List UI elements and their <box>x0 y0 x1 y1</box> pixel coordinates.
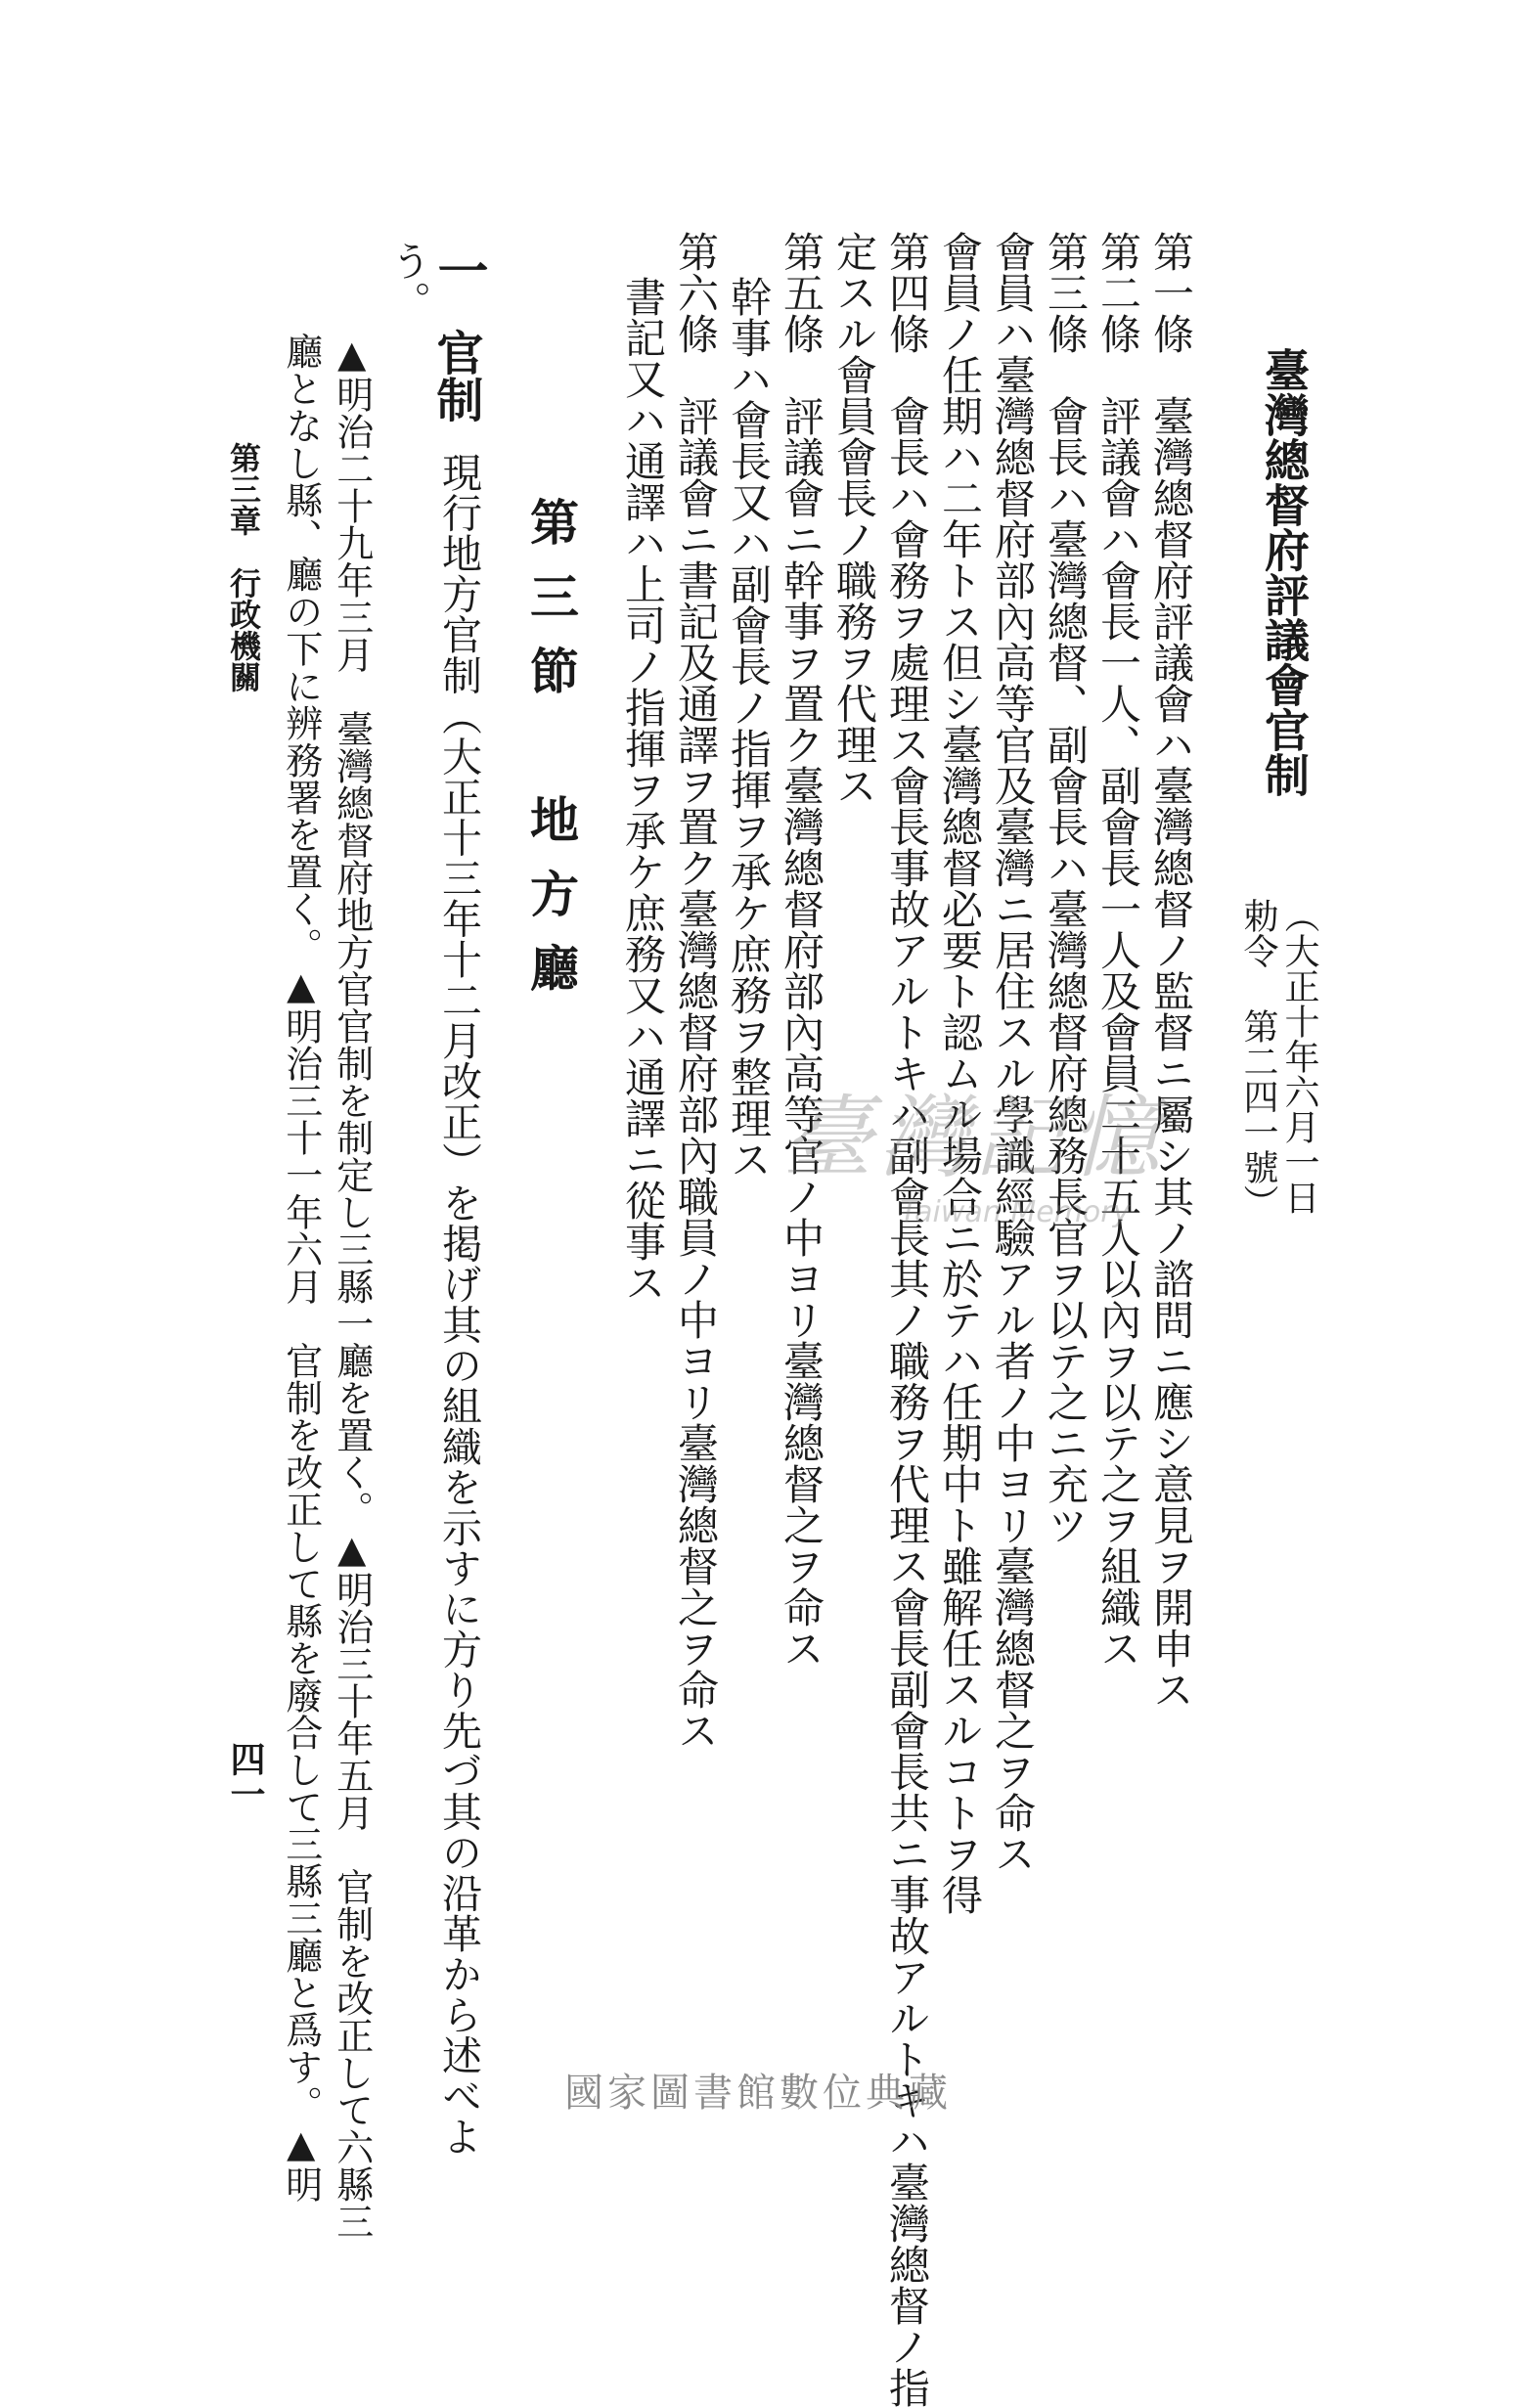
watermark-subtext: Taiwan Memory <box>900 1195 1131 1229</box>
watermark-text: 臺灣記憶 <box>782 1086 1167 1190</box>
council-article-3: 第三條 會長ハ臺灣總督、副會長ハ臺灣總督府總務長官ヲ以テ之ニ充ツ <box>1042 231 1090 1545</box>
council-title: 臺灣總督府評議會官制 <box>1258 347 1311 797</box>
subsection-text-end: う。 <box>384 241 431 321</box>
subsection-text: 現行地方官制（大正十三年十二月改正）を掲げ其の組織を示すに方り先づ其の沿革から述べよ <box>435 452 482 2157</box>
history-annotation-2: 廳となし縣、廳の下に辨務署を置く。▲明治三十一年六月 官制を改正して縣を廢合して三縣三廳と爲す。▲明 <box>279 333 323 2203</box>
subsection-heading: 官制 <box>428 329 483 423</box>
council-article-3-para-3: 會員ノ任期ハ二年トス但シ臺灣總督必要ト認ムル場合ニ於テハ任期中ト雖解任スルコトヲ得 <box>936 231 984 1915</box>
council-article-5: 第五條 評議會ニ幹事ヲ置ク臺灣總督府部內高等官ノ中ヨリ臺灣總督之ヲ命ス <box>778 231 825 1669</box>
council-promulgation-note-1: （大正十年六月一日 <box>1279 898 1319 1215</box>
council-article-2: 第二條 評議會ハ會長一人、副會長一人及會員二十五人以內ヲ以テ之ヲ組織ス <box>1094 231 1142 1669</box>
council-article-6-para-2: 書記又ハ通譯ハ上司ノ指揮ヲ承ケ庶務又ハ通譯ニ從事ス <box>619 276 667 1303</box>
council-article-6: 第六條 評議會ニ書記及通譯ヲ置ク臺灣總督府部內職員ノ中ヨリ臺灣總督之ヲ命ス <box>672 231 720 1751</box>
council-promulgation-note-2: 勅令 第二四一號） <box>1238 898 1278 1220</box>
history-annotation-1: ▲明治二十九年三月 臺灣總督府地方官官制を制定し三縣一廳を置く。▲明治三十年五月 官制を改正して六縣三 <box>330 333 374 2240</box>
council-article-3-para-2: 會員ハ臺灣總督府部內高等官及臺灣ニ居住スル學識經驗アル者ノ中ヨリ臺灣總督之ヲ命ス <box>989 231 1037 1874</box>
council-article-1: 第一條 臺灣總督府評議會ハ臺灣總督ノ監督ニ屬シ其ノ諮問ニ應シ意見ヲ開申ス <box>1147 231 1195 1710</box>
council-article-4-cont: 定スル會員會長ノ職務ヲ代理ス <box>830 231 878 806</box>
section-title: 第三節 地方廳 <box>522 497 580 1017</box>
council-article-5-para-2: 幹事ハ會長又ハ副會長ノ指揮ヲ承ケ庶務ヲ整理ス <box>725 276 773 1180</box>
library-footer: 國家圖書館數位典藏 <box>564 2071 952 2116</box>
chapter-footer: 第三章 行政機關 <box>225 442 262 692</box>
council-article-4: 第四條 會長ハ會務ヲ處理ス會長事故アルトキハ副會長其ノ職務ヲ代理ス會長副會長共ニ事故アルトキハ臺灣總督ノ指 <box>883 231 931 2408</box>
page-number: 四一 <box>225 1741 266 1811</box>
subsection-number: 一 <box>428 245 488 295</box>
